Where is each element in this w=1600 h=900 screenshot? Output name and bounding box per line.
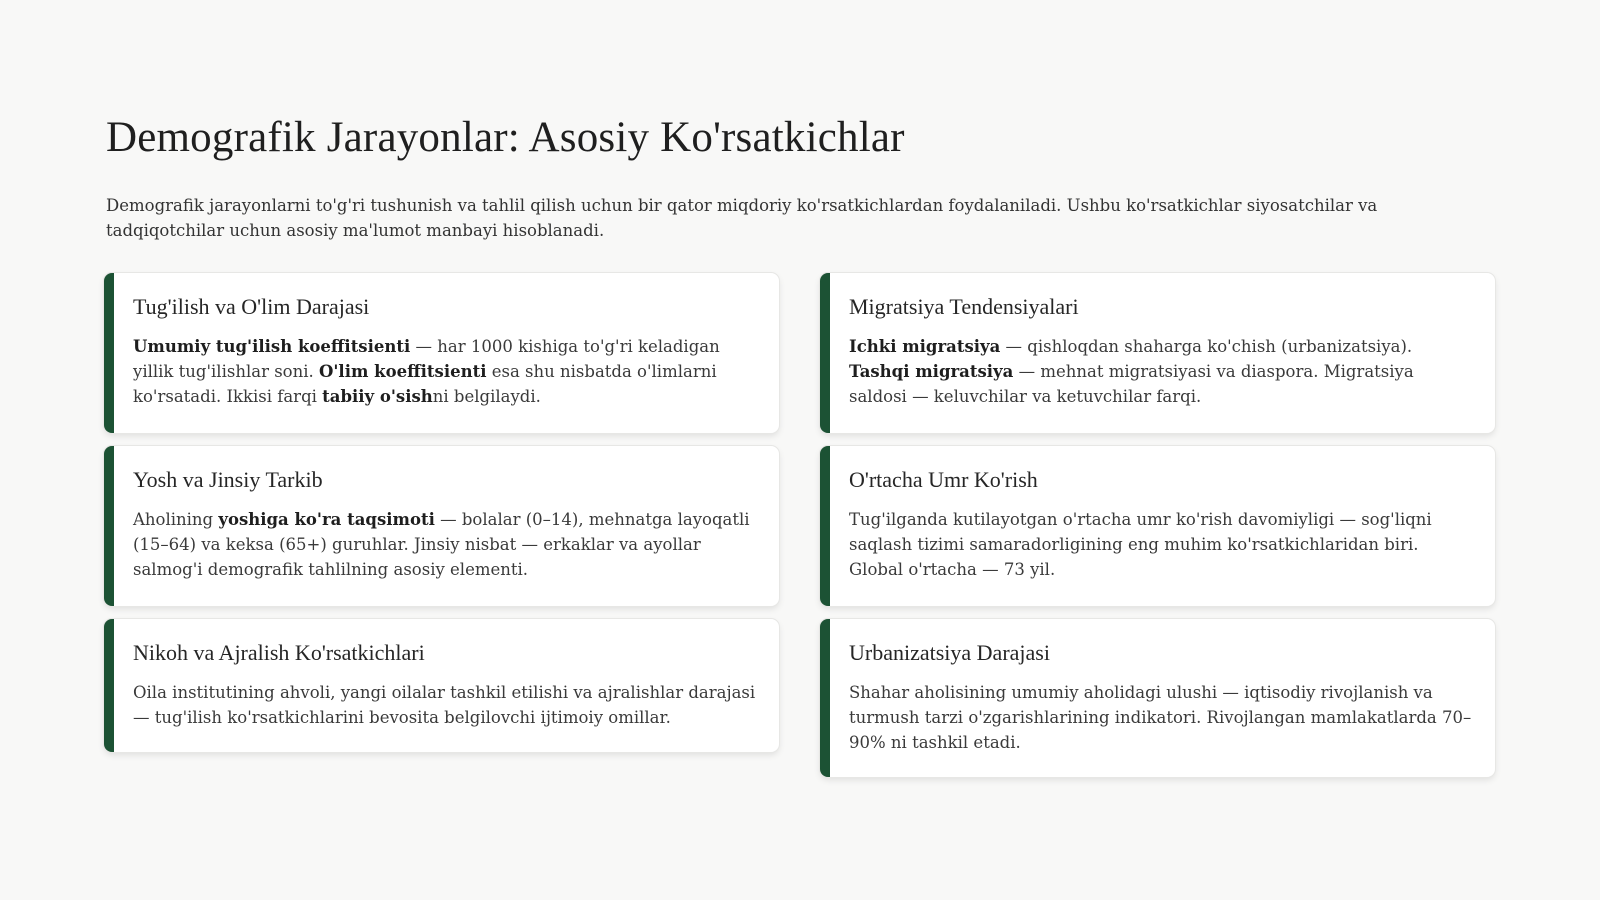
bold-term: Tashqi migratsiya: [849, 362, 1014, 381]
card-body: [849, 507, 1475, 582]
text-segment: esa shu nisbatda o'limlarni ko'rsatadi. Ikkisi farqi: [133, 362, 717, 406]
card-title: Yosh va Jinsiy Tarkib: [133, 467, 323, 492]
text-segment: — mehnat migratsiyasi va diaspora. Migratsiya saldosi — keluvchilar va ketuvchilar farqi.: [849, 362, 1414, 406]
text-segment: — har 1000 kishiga to'g'ri keladigan yillik tug'ilishlar soni.: [133, 337, 720, 381]
card-life-expectancy: [820, 446, 1495, 606]
card-marriage-divorce: [104, 619, 779, 752]
bold-term: Umumiy tug'ilish koeffitsienti: [133, 337, 411, 356]
card-body: [133, 334, 759, 409]
text-segment: Aholining: [133, 510, 219, 529]
text-segment: Oila institutining ahvoli, yangi oilalar tashkil etilishi va ajralishlar darajasi — tug'ilish ko'rsatkichlarini bevosita belgilovchi ijtimoiy omillar.: [133, 683, 756, 727]
card-birth-death: [104, 273, 779, 433]
card-body: [133, 680, 759, 730]
card-age-sex: [104, 446, 779, 606]
card-body: [849, 680, 1475, 755]
text-segment: Shahar aholisining umumiy aholidagi ulushi — iqtisodiy rivojlanish va turmush tarzi o'zgarishlarining indikatori. Rivojlangan mamlakatlarda 70–90% ni tashkil etadi.: [849, 683, 1472, 752]
text-segment: Tug'ilganda kutilayotgan o'rtacha umr ko'rish davomiyligi — sog'liqni saqlash tizimi samaradorligining eng muhim ko'rsatkichlaridan biri. Global o'rtacha — 73 yil.: [849, 510, 1432, 579]
intro-paragraph: Demografik jarayonlarni to'g'ri tushunish va tahlil qilish uchun bir qator miqdoriy ko'rsatkichlardan foydalaniladi. Ushbu ko'rsatkichlar siyosatchilar va tadqiqotchilar uchun asosiy ma'lumot manbayi hisoblanadi.: [106, 196, 1378, 240]
card-title: Nikoh va Ajralish Ko'rsatkichlari: [133, 640, 425, 665]
card-title: O'rtacha Umr Ko'rish: [849, 467, 1038, 492]
card-title: Tug'ilish va O'lim Darajasi: [133, 294, 370, 319]
bold-term: O'lim koeffitsienti: [319, 362, 487, 381]
card-body: [133, 507, 759, 582]
text-segment: — qishloqdan shaharga ko'chish (urbanizatsiya).: [1000, 337, 1413, 356]
card-title: Migratsiya Tendensiyalari: [849, 294, 1079, 319]
card-urbanization: [820, 619, 1495, 777]
text-segment: — bolalar (0–14), mehnatga layoqatli (15–64) va keksa (65+) guruhlar. Jinsiy nisbat — erkaklar va ayollar salmog'i demografik tahlilning asosiy elementi.: [133, 510, 750, 579]
card-title: Urbanizatsiya Darajasi: [849, 640, 1050, 665]
page-title: Demografik Jarayonlar: Asosiy Ko'rsatkichlar: [106, 114, 905, 161]
bold-term: yoshiga ko'ra taqsimoti: [218, 510, 435, 529]
text-segment: ni belgilaydi.: [432, 387, 541, 406]
bold-term: Ichki migratsiya: [849, 337, 1001, 356]
card-migration: [820, 273, 1495, 433]
bold-term: tabiiy o'sish: [322, 387, 433, 406]
card-body: [849, 334, 1475, 409]
